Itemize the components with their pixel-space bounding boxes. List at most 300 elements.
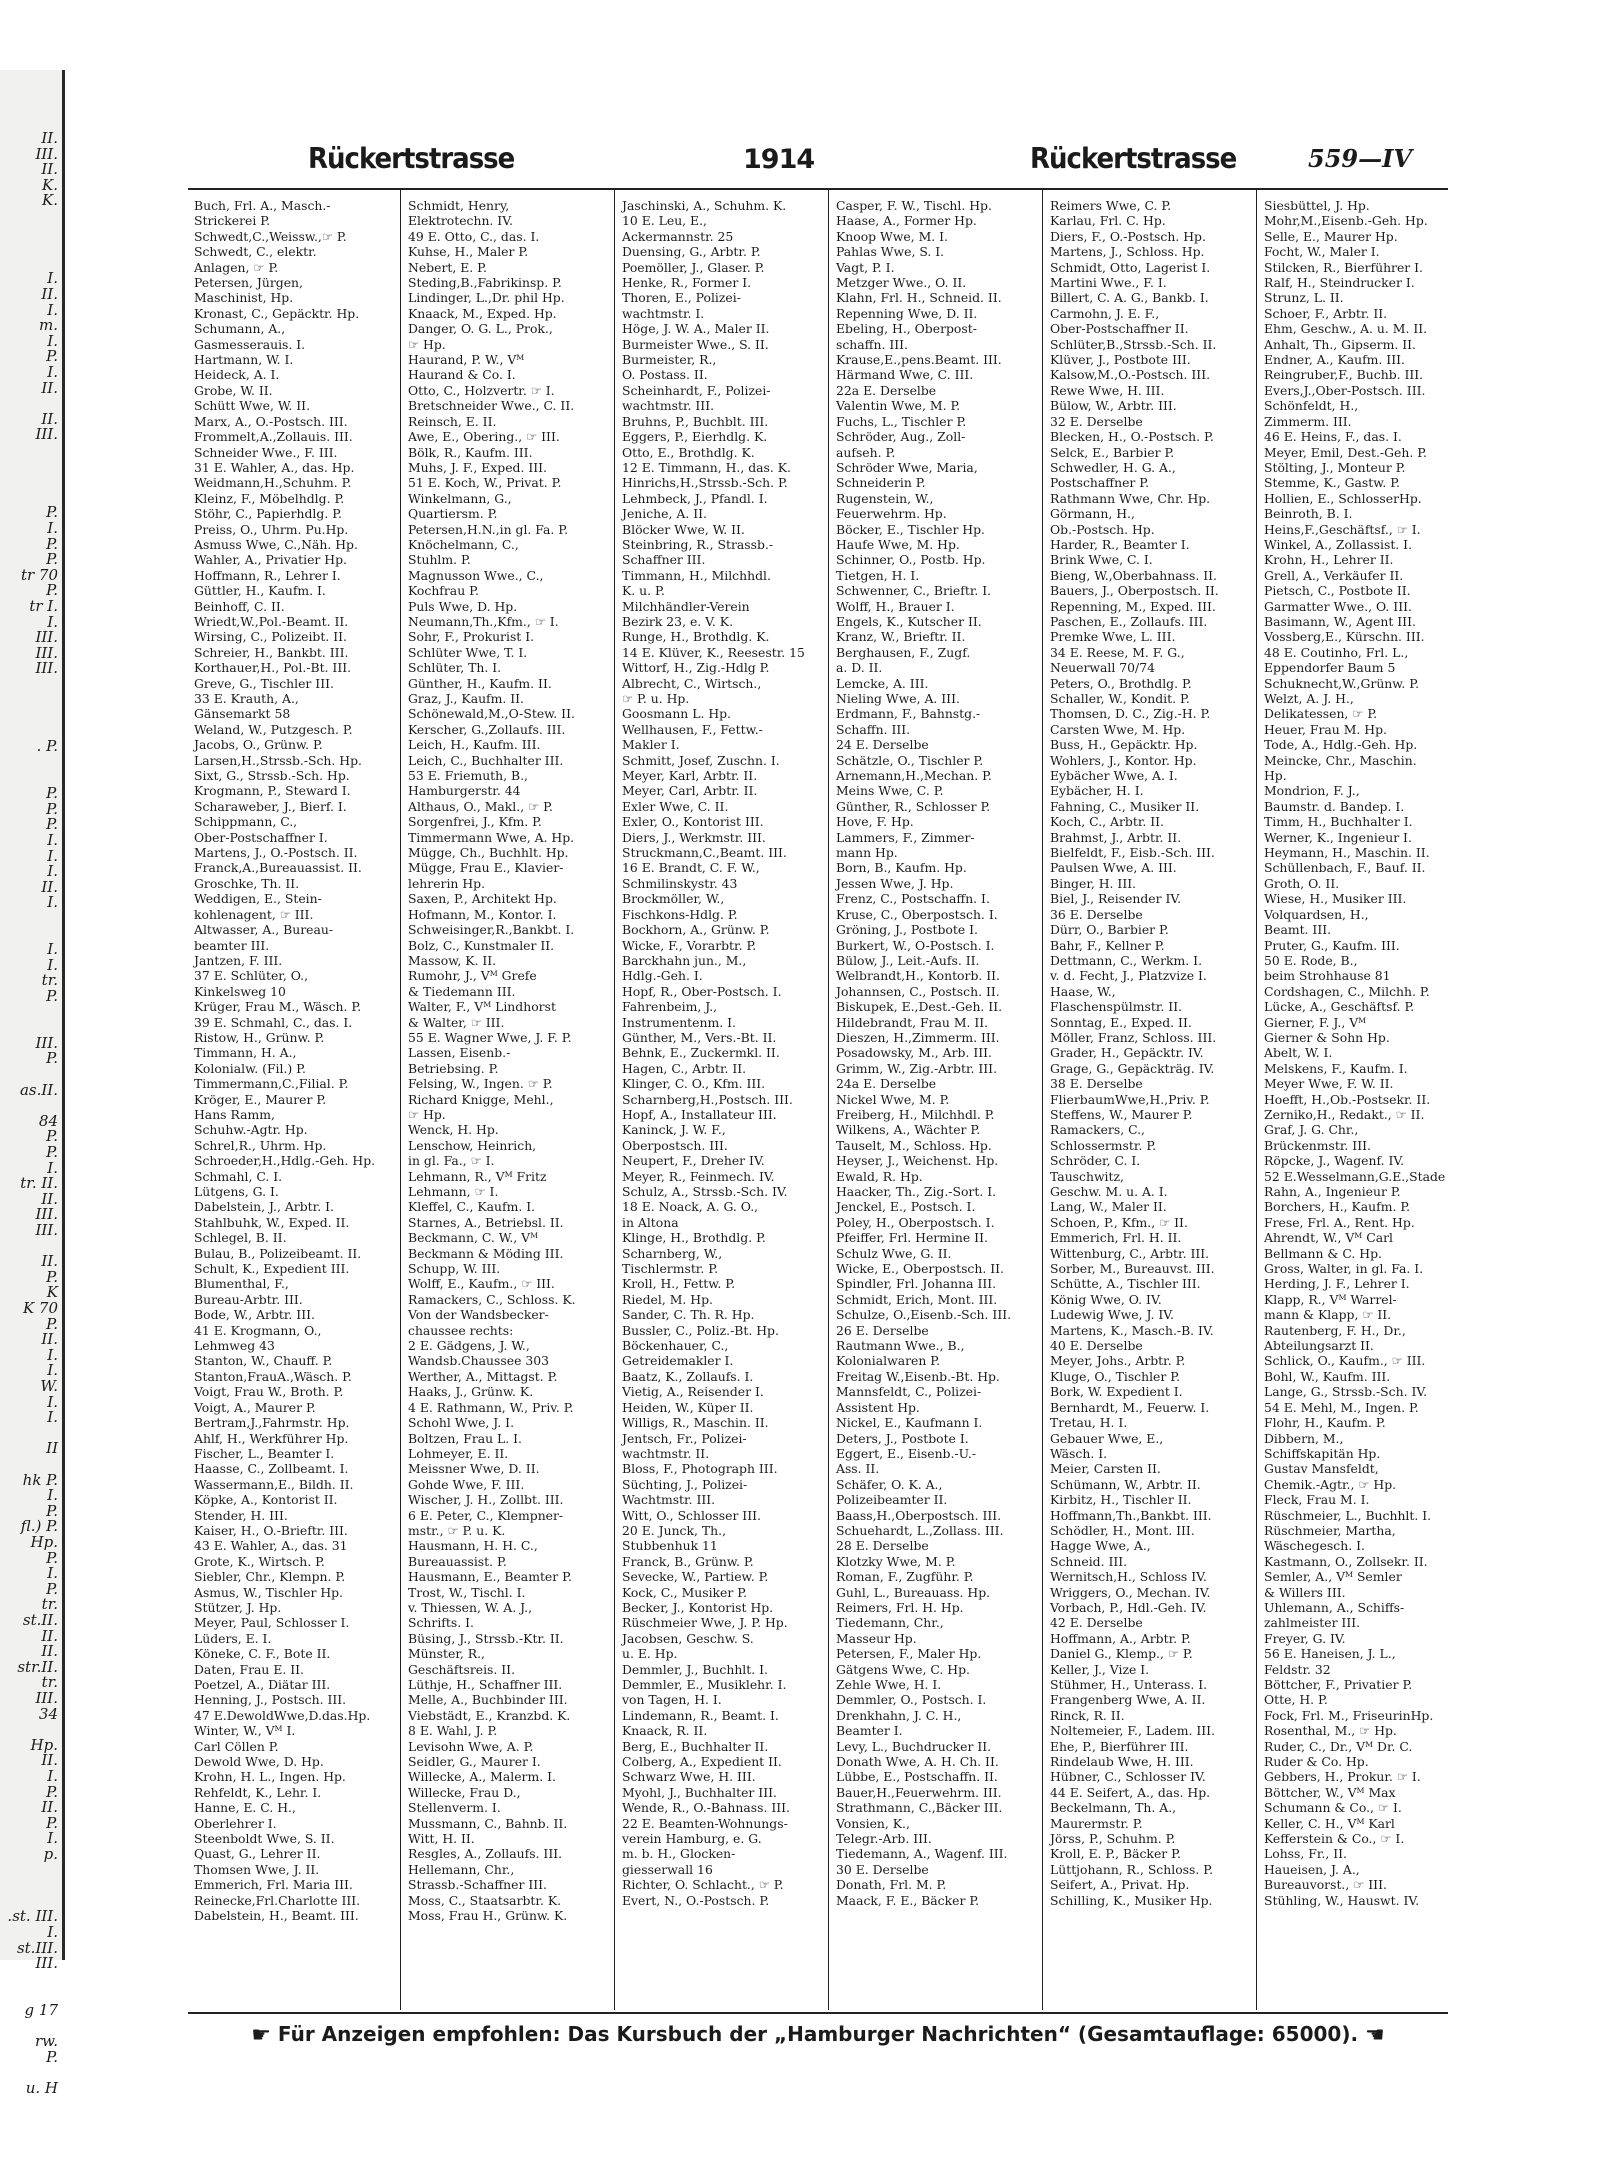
- directory-entry-line: Engels, K., Kutscher II.: [836, 613, 982, 629]
- directory-entry-line: Schödler, H., Mont. III.: [1050, 1522, 1195, 1538]
- directory-entry-line: Beinhoff, C. II.: [194, 598, 285, 614]
- directory-entry-line: wachtmstr. II.: [622, 1445, 710, 1461]
- previous-page-fragment: P.: [46, 2047, 58, 2066]
- directory-entry-line: Schroeder,H.,Hdlg.-Geh. Hp.: [194, 1153, 376, 1169]
- directory-entry-line: Tode, A., Hdlg.-Geh. Hp.: [1264, 737, 1418, 753]
- directory-entry-line: Schlick, O., Kaufm., ☞ III.: [1264, 1353, 1426, 1369]
- directory-entry-line: Schiffskapitän Hp.: [1264, 1445, 1381, 1461]
- directory-entry-line: Lang, W., Maler II.: [1050, 1199, 1167, 1215]
- previous-page-fragment: tr.: [41, 1673, 58, 1692]
- directory-entry-line: Colberg, A., Expedient II.: [622, 1754, 782, 1770]
- directory-entry-line: Wende, R., O.-Bahnass. III.: [622, 1800, 790, 1816]
- directory-entry-line: Eggers, P., Eierhdlg. K.: [622, 429, 768, 445]
- directory-entry-line: Grote, K., Wirtsch. P.: [194, 1553, 325, 1569]
- directory-entry-line: Sonntag, E., Exped. II.: [1050, 1014, 1192, 1030]
- directory-entry-line: Kroll, H., Fettw. P.: [622, 1276, 736, 1292]
- directory-entry-line: K. u. P.: [622, 583, 665, 599]
- directory-entry-line: Schmidt, Otto, Lagerist I.: [1050, 259, 1211, 275]
- previous-page-fragment: tr. II.: [20, 1174, 58, 1193]
- advertisement-footer: [188, 2022, 1448, 2058]
- directory-entry-line: Ober-Postschaffner II.: [1050, 321, 1189, 337]
- directory-entry-line: Hp.: [1264, 768, 1287, 784]
- directory-entry-line: Bellmann & C. Hp.: [1264, 1245, 1382, 1261]
- directory-entry-line: Otte, H. P.: [1264, 1692, 1328, 1708]
- directory-entry-line: Steding,B.,Fabrikinsp. P.: [408, 275, 562, 291]
- directory-entry-line: 2 E. Gädgens, J. W.,: [408, 1338, 530, 1354]
- directory-entry-line: Cordshagen, C., Milchh. P.: [1264, 983, 1430, 999]
- directory-entry-line: Starnes, A., Betriebsl. II.: [408, 1214, 564, 1230]
- directory-entry-line: Leich, H., Kaufm. III.: [408, 737, 541, 753]
- directory-entry-line: Pietsch, C., Postbote II.: [1264, 583, 1411, 599]
- directory-entry-line: Zerniko,H., Redakt., ☞ II.: [1264, 1106, 1425, 1122]
- directory-entry-line: Billert, C. A. G., Bankb. I.: [1050, 290, 1209, 306]
- directory-entry-line: Roman, F., Zugführ. P.: [836, 1569, 974, 1585]
- directory-entry-line: Krohn, H., Lehrer II.: [1264, 552, 1394, 568]
- directory-entry-line: Bruhns, P., Buchblt. III.: [622, 413, 769, 429]
- directory-entry-line: Repenning, M., Exped. III.: [1050, 598, 1216, 614]
- directory-entry-line: Winkel, A., Zollassist. I.: [1264, 536, 1413, 552]
- footer-text: Für Anzeigen empfohlen: Das Kursbuch der „Hamburger Nachrichten“ (Gesamtauflage: 65000).: [277, 2022, 1359, 2046]
- directory-entry-line: Kinkelsweg 10: [194, 983, 286, 999]
- directory-entry-line: Heymann, H., Maschin. II.: [1264, 845, 1430, 861]
- directory-entry-line: Lammers, F., Zimmer-: [836, 829, 975, 845]
- directory-entry-line: Eppendorfer Baum 5: [1264, 660, 1396, 676]
- previous-page-fragment: 84: [38, 1111, 58, 1130]
- directory-entry-line: 28 E. Derselbe: [836, 1538, 929, 1554]
- directory-entry-line: Demmler, J., Buchhlt. I.: [622, 1661, 768, 1677]
- directory-entry-line: kohlenagent, ☞ III.: [194, 906, 314, 922]
- directory-entry-line: Bahr, F., Kellner P.: [1050, 937, 1165, 953]
- directory-entry-line: Ralf, H., Steindrucker I.: [1264, 275, 1415, 291]
- previous-page-fragment: Hp.: [30, 1533, 58, 1551]
- directory-column-4: [836, 198, 1036, 2008]
- directory-entry-line: Schweisinger,R.,Bankbt. I.: [408, 922, 575, 938]
- directory-entry-line: 51 E. Koch, W., Privat. P.: [408, 475, 562, 491]
- previous-page-fragment: P.: [46, 799, 58, 818]
- previous-page-fragment: I.: [47, 1829, 58, 1848]
- directory-entry-line: Hoffmann,Th.,Bankbt. III.: [1050, 1507, 1212, 1523]
- directory-entry-line: König Wwe, O. IV.: [1050, 1291, 1162, 1307]
- directory-entry-line: Wachtmstr. III.: [622, 1492, 716, 1508]
- footer-rule: [188, 2012, 1448, 2014]
- previous-page-fragment: tr I.: [29, 597, 58, 615]
- previous-page-fragment: P.: [46, 815, 58, 834]
- directory-entry-line: Blöcker Wwe, W. II.: [622, 521, 745, 537]
- directory-entry-line: Hagge Wwe, A.,: [1050, 1538, 1151, 1554]
- directory-entry-line: Frenz, C., Postschaffn. I.: [836, 891, 990, 907]
- previous-page-fragment: I.: [47, 940, 58, 959]
- directory-entry-line: Süchting, J., Polizei-: [622, 1476, 748, 1492]
- directory-entry-line: Selck, E., Barbier P.: [1050, 444, 1175, 460]
- directory-entry-line: Hinrichs,H.,Strssb.-Sch. P.: [622, 475, 788, 491]
- directory-entry-line: Schönfeldt, H.,: [1264, 398, 1359, 414]
- directory-column-6: [1264, 198, 1460, 2008]
- directory-entry-line: Massow, K. II.: [408, 952, 497, 968]
- directory-entry-line: Gasmesserauis. I.: [194, 336, 306, 352]
- directory-entry-line: Bureauvorst., ☞ III.: [1264, 1877, 1387, 1893]
- directory-entry-line: Schröder Wwe, Maria,: [836, 459, 978, 475]
- directory-entry-line: Reinsch, E. II.: [408, 413, 497, 429]
- directory-entry-line: Kuhse, H., Maler P.: [408, 244, 529, 260]
- directory-entry-line: Hans Ramm,: [194, 1106, 275, 1122]
- directory-entry-line: Evers,J.,Ober-Postsch. III.: [1264, 382, 1426, 398]
- directory-entry-line: Winter, W., Vᴹ I.: [194, 1723, 296, 1739]
- directory-entry-line: Jenckel, E., Postsch. I.: [836, 1199, 976, 1215]
- directory-entry-line: Meins Wwe, C. P.: [836, 783, 944, 799]
- directory-entry-line: Böckenhauer, C.,: [622, 1338, 729, 1354]
- directory-entry-line: Evert, N., O.-Postsch. P.: [622, 1892, 770, 1908]
- directory-entry-line: Eybächer, H. I.: [1050, 783, 1144, 799]
- directory-entry-line: Hanne, E. C. H.,: [194, 1800, 296, 1816]
- directory-entry-line: Demmler, O., Postsch. I.: [836, 1692, 987, 1708]
- directory-entry-line: 12 E. Timmann, H., das. K.: [622, 459, 791, 475]
- directory-entry-line: Kleffel, C., Kaufm. I.: [408, 1199, 536, 1215]
- directory-entry-line: Rathmann Wwe, Chr. Hp.: [1050, 490, 1211, 506]
- directory-entry-line: Meyer, Paul, Schlosser I.: [194, 1615, 350, 1631]
- directory-entry-line: Lüthje, H., Schaffner III.: [408, 1677, 563, 1692]
- directory-entry-line: Schupp, W. III.: [408, 1261, 501, 1277]
- directory-entry-line: Mohr,M.,Eisenb.-Geh. Hp.: [1264, 213, 1428, 229]
- directory-entry-line: Bölk, R., Kaufm. III.: [408, 444, 533, 460]
- directory-entry-line: Tischlermstr. P.: [622, 1261, 719, 1277]
- directory-entry-line: Schmahl, C. I.: [194, 1168, 283, 1184]
- directory-entry-line: Von der Wandsbecker-: [408, 1307, 549, 1323]
- directory-entry-line: Wandsb.Chaussee 303: [408, 1353, 549, 1369]
- directory-entry-line: Bauer,H.,Feuerwehrm. III.: [836, 1784, 1002, 1800]
- previous-page-fragment: P.: [46, 503, 58, 522]
- directory-entry-line: 16 E. Brandt, C. F. W.,: [622, 860, 760, 876]
- directory-entry-line: Koch, C., Arbtr. II.: [1050, 814, 1164, 830]
- directory-entry-line: Meyer, Karl, Arbtr. II.: [622, 768, 758, 784]
- directory-entry-line: Repenning Wwe, D. II.: [836, 305, 978, 321]
- directory-entry-line: Brockmöller, W.,: [622, 891, 725, 907]
- directory-entry-line: Casper, F. W., Tischl. Hp.: [836, 198, 992, 213]
- directory-entry-line: Valentin Wwe, M. P.: [836, 398, 961, 414]
- directory-entry-line: Anlagen, ☞ P.: [194, 259, 279, 275]
- directory-entry-line: Wenck, H. Hp.: [408, 1122, 499, 1138]
- directory-entry-line: Wolff, H., Brauer I.: [836, 598, 955, 614]
- directory-entry-line: Günther, M., Vers.-Bt. II.: [622, 1029, 777, 1045]
- directory-entry-line: Bulau, B., Polizeibeamt. II.: [194, 1245, 362, 1261]
- directory-entry-line: Martens, J., Schloss. Hp.: [1050, 244, 1205, 260]
- directory-entry-line: Neumann,Th.,Kfm., ☞ I.: [408, 613, 559, 629]
- directory-entry-line: Pahlas Wwe, S. I.: [836, 244, 945, 260]
- directory-entry-line: Beamt. III.: [1264, 922, 1332, 938]
- directory-entry-line: Siebler, Chr., Klempn. P.: [194, 1569, 346, 1585]
- directory-entry-line: Heins,F.,Geschäftsf., ☞ I.: [1264, 521, 1421, 537]
- previous-page-fragment: II.: [41, 1626, 58, 1645]
- directory-entry-line: Binger, H. III.: [1050, 875, 1137, 891]
- previous-page-fragment: m.: [39, 316, 58, 335]
- directory-entry-line: Schütte, A., Tischler III.: [1050, 1276, 1201, 1292]
- directory-entry-line: Paulsen Wwe, A. III.: [1050, 860, 1177, 876]
- directory-entry-line: Makler I.: [622, 737, 680, 753]
- directory-entry-line: Drenkhahn, J. C. H.,: [836, 1707, 962, 1723]
- directory-entry-line: 52 E.Wesselmann,G.E.,Stade: [1264, 1168, 1446, 1184]
- directory-entry-line: Wohlers, J., Kontor. Hp.: [1050, 752, 1197, 768]
- previous-page-fragment: II: [46, 1439, 58, 1458]
- directory-entry-line: Grage, G., Gepäckträg. IV.: [1050, 1060, 1215, 1076]
- directory-entry-line: Henke, R., Former I.: [622, 275, 752, 291]
- directory-entry-line: Seidler, G., Maurer I.: [408, 1754, 541, 1770]
- directory-entry-line: Baatz, K., Zollaufs. I.: [622, 1368, 754, 1384]
- pointing-hand-left-icon: ☛: [251, 2023, 271, 2048]
- directory-entry-line: Schreier, H., Bankbt. III.: [194, 644, 349, 660]
- directory-entry-line: Schwedt, C., elektr.: [194, 244, 317, 260]
- directory-entry-line: Jessen Wwe, J. Hp.: [836, 875, 954, 891]
- directory-entry-line: Meissner Wwe, D. II.: [408, 1461, 540, 1477]
- previous-page-fragment: st.III.: [16, 1938, 58, 1957]
- directory-entry-line: Milchhändler-Verein: [622, 598, 750, 614]
- directory-entry-line: Köneke, C. F., Bote II.: [194, 1646, 331, 1662]
- directory-entry-line: ☞ Hp.: [408, 1106, 446, 1122]
- directory-entry-line: Ewald, R. Hp.: [836, 1168, 923, 1184]
- directory-entry-line: Haase, A., Former Hp.: [836, 213, 977, 229]
- previous-page-fragment: P.: [46, 1813, 58, 1832]
- previous-page-fragment: st.II.: [22, 1611, 58, 1629]
- directory-entry-line: Kleinz, F., Möbelhdlg. P.: [194, 490, 345, 506]
- previous-page-fragment: I.: [47, 1361, 58, 1380]
- directory-entry-line: 55 E. Wagner Wwe, J. F. P.: [408, 1029, 572, 1045]
- directory-entry-line: Heuer, Frau M. Hp.: [1264, 721, 1387, 737]
- directory-entry-line: Schlüter, Th. I.: [408, 660, 502, 676]
- directory-entry-line: Garmatter Wwe., O. III.: [1264, 598, 1412, 614]
- previous-page-fragment: 34: [38, 1704, 58, 1723]
- directory-entry-line: Weddigen, E., Stein-: [194, 891, 322, 907]
- directory-entry-line: Schulz Wwe, G. II.: [836, 1245, 952, 1261]
- directory-entry-line: Rindelaub Wwe, H. III.: [1050, 1754, 1194, 1770]
- directory-entry-line: Knaack, R. II.: [622, 1723, 708, 1739]
- directory-entry-line: Voigt, A., Maurer P.: [194, 1399, 316, 1415]
- previous-page-fragment: II.: [41, 1642, 58, 1661]
- directory-entry-line: Sorber, M., Bureauvst. III.: [1050, 1261, 1215, 1277]
- directory-entry-line: Assistent Hp.: [836, 1399, 920, 1415]
- directory-entry-line: Steinbring, R., Strassb.-: [622, 536, 774, 552]
- directory-entry-line: Meyer, R., Feinmech. IV.: [622, 1168, 775, 1184]
- previous-page-fragment: III.: [35, 1954, 58, 1973]
- directory-entry-line: Zimmerm. III.: [1264, 413, 1352, 429]
- previous-page-fragment: III.: [35, 1033, 58, 1052]
- directory-entry-line: chaussee rechts:: [408, 1322, 514, 1338]
- directory-entry-line: Rautenberg, F. H., Dr.,: [1264, 1322, 1406, 1338]
- directory-entry-line: Grell, A., Verkäufer II.: [1264, 567, 1404, 583]
- directory-entry-line: Rewe Wwe, H. III.: [1050, 382, 1165, 398]
- previous-page-fragment: I.: [47, 1486, 58, 1505]
- directory-entry-line: Hoefft, H.,Ob.-Postsekr. II.: [1264, 1091, 1431, 1107]
- directory-entry-line: Krogmann, P., Steward I.: [194, 783, 351, 799]
- directory-entry-line: mann & Klapp, ☞ II.: [1264, 1307, 1392, 1323]
- directory-column-3: [622, 198, 822, 2008]
- directory-entry-line: Zehle Wwe, H. I.: [836, 1677, 942, 1692]
- directory-entry-line: Burmeister, R.,: [622, 352, 717, 368]
- directory-entry-line: 22 E. Beamten-Wohnungs-: [622, 1815, 788, 1831]
- previous-page-fragment: P.: [46, 550, 58, 569]
- directory-entry-line: Grobe, W. II.: [194, 382, 273, 398]
- directory-entry-line: Ebeling, H., Oberpost-: [836, 321, 977, 337]
- directory-entry-line: Ob.-Postsch. Hp.: [1050, 521, 1155, 537]
- directory-entry-line: Leich, C., Buchhalter III.: [408, 752, 564, 768]
- directory-entry-line: beamter III.: [194, 937, 270, 953]
- pointing-hand-right-icon: ☚: [1365, 2023, 1385, 2048]
- directory-entry-line: Groth, O. II.: [1264, 875, 1340, 891]
- directory-entry-line: Reimers, Frl. H. Hp.: [836, 1599, 964, 1615]
- directory-column-1: [194, 198, 394, 2008]
- header-year: 1914: [743, 144, 815, 175]
- directory-entry-line: Metzger Wwe., O. II.: [836, 275, 967, 291]
- directory-entry-line: Haase, W.,: [1050, 983, 1116, 999]
- directory-entry-line: Kroll, E. P., Bäcker P.: [1050, 1846, 1181, 1862]
- directory-entry-line: Schwedler, H. G. A.,: [1050, 459, 1176, 475]
- directory-entry-line: Willecke, A., Malerm. I.: [408, 1769, 556, 1785]
- directory-entry-line: Wäsch. I.: [1050, 1445, 1108, 1461]
- directory-entry-line: Struckmann,C.,Beamt. III.: [622, 845, 787, 861]
- directory-entry-line: Hollien, E., SchlosserHp.: [1264, 490, 1422, 506]
- directory-entry-line: Bohl, W., Kaufm. III.: [1264, 1368, 1391, 1384]
- previous-page-fragment: II.: [41, 1798, 58, 1817]
- directory-entry-line: Wittorf, H., Zig.-Hdlg P.: [622, 660, 770, 676]
- directory-entry-line: 49 E. Otto, C., das. I.: [408, 228, 540, 244]
- directory-entry-line: Schlüter Wwe, T. I.: [408, 644, 528, 660]
- directory-entry-line: Carmohn, J. E. F.,: [1050, 305, 1160, 321]
- directory-entry-line: Knoop Wwe, M. I.: [836, 228, 948, 244]
- directory-entry-line: Feldstr. 32: [1264, 1661, 1331, 1677]
- directory-entry-line: Tiedemann, A., Wagenf. III.: [836, 1846, 1008, 1862]
- previous-page-edge: [0, 70, 65, 2097]
- directory-entry-line: Bülow, W., Arbtr. III.: [1050, 398, 1177, 414]
- directory-entry-line: 34 E. Reese, M. F. G.,: [1050, 644, 1185, 660]
- previous-page-fragment: I.: [47, 612, 58, 631]
- directory-entry-line: Kranz, W., Brieftr. II.: [836, 629, 966, 645]
- directory-entry-line: Myohl, J., Buchhalter III.: [622, 1784, 777, 1800]
- previous-page-fragment: g 17: [24, 2001, 58, 2019]
- directory-entry-line: Posadowsky, M., Arb. III.: [836, 1045, 992, 1061]
- directory-entry-line: Stanton, W., Chauff. P.: [194, 1353, 333, 1369]
- directory-entry-line: Stemme, K., Gastw. P.: [1264, 475, 1400, 491]
- directory-entry-line: Lohss, Fr., II.: [1264, 1846, 1347, 1862]
- directory-entry-line: Wirsing, C., Polizeibt. II.: [194, 629, 347, 645]
- directory-entry-line: Freyer, G. IV.: [1264, 1630, 1346, 1646]
- directory-entry-line: Franck, B., Grünw. P.: [622, 1553, 754, 1569]
- directory-entry-line: Brink Wwe, C. I.: [1050, 552, 1153, 568]
- directory-entry-line: Fahrenbeim, J.,: [622, 999, 718, 1015]
- directory-entry-line: Beinroth, B. I.: [1264, 506, 1353, 522]
- directory-entry-line: Brahmst, J., Arbtr. II.: [1050, 829, 1182, 845]
- directory-entry-line: Schwedt,C.,Weissw.,☞ P.: [194, 228, 347, 244]
- directory-entry-line: Jeniche, A. II.: [622, 506, 707, 522]
- directory-entry-line: 4 E. Rathmann, W., Priv. P.: [408, 1399, 574, 1415]
- directory-entry-line: Hopf, R., Ober-Postsch. I.: [622, 983, 782, 999]
- directory-entry-line: Scheinhardt, F., Polizei-: [622, 382, 771, 398]
- directory-entry-line: Scharaweber, J., Bierf. I.: [194, 798, 347, 814]
- directory-entry-line: Quartiersm. P.: [408, 506, 498, 522]
- directory-column-2: [408, 198, 608, 2008]
- directory-entry-line: Bureauassist. P.: [408, 1553, 507, 1569]
- header-page-number: 559—IV: [1308, 144, 1412, 173]
- directory-entry-line: Bernhardt, M., Feuerw. I.: [1050, 1399, 1210, 1415]
- directory-entry-line: Nieling Wwe, A. III.: [836, 691, 960, 706]
- directory-entry-line: Klinger, C. O., Kfm. III.: [622, 1076, 766, 1092]
- previous-page-fragment: II.: [41, 1751, 58, 1770]
- previous-page-fragment: II.: [41, 378, 58, 397]
- directory-entry-line: Wittenburg, C., Arbtr. III.: [1050, 1245, 1210, 1261]
- directory-entry-line: Petersen,H.N.,in gl. Fa. P.: [408, 521, 569, 537]
- directory-entry-line: Nebert, E. P.: [408, 259, 487, 275]
- directory-entry-line: Möller, Franz, Schloss. III.: [1050, 1029, 1217, 1045]
- previous-page-fragment: str.II.: [17, 1657, 58, 1676]
- directory-entry-line: Hopf, A., Installateur III.: [622, 1106, 777, 1122]
- previous-page-fragment: P.: [46, 1782, 58, 1801]
- directory-entry-line: verein Hamburg, e. G.: [622, 1831, 762, 1847]
- directory-entry-line: Bieng, W.,Oberbahnass. II.: [1050, 567, 1217, 583]
- directory-entry-line: Kaiser, H., O.-Brieftr. III.: [194, 1522, 348, 1538]
- directory-entry-line: Klapp, R., Vᴹ Warrel-: [1264, 1291, 1397, 1307]
- directory-entry-line: zahlmeister III.: [1264, 1615, 1361, 1631]
- previous-page-fragment: P.: [46, 1267, 58, 1286]
- directory-entry-line: schaffn. III.: [836, 336, 908, 352]
- directory-entry-line: Wellhausen, F., Fettw.-: [622, 721, 763, 737]
- directory-entry-line: Dürr, O., Barbier P.: [1050, 922, 1169, 938]
- directory-entry-line: Hoffmann, A., Arbtr. P.: [1050, 1630, 1191, 1646]
- previous-page-fragment: .st. III.: [7, 1907, 58, 1926]
- previous-page-fragment: III.: [35, 659, 58, 678]
- directory-entry-line: 53 E. Friemuth, B.,: [408, 768, 528, 784]
- previous-page-fragment: P.: [46, 1049, 58, 1068]
- directory-entry-line: Lenschow, Heinrich,: [408, 1137, 537, 1153]
- directory-entry-line: Stilcken, R., Bierführer I.: [1264, 259, 1423, 275]
- directory-entry-line: Gross, Walter, in gl. Fa. I.: [1264, 1261, 1424, 1277]
- directory-entry-line: Abteilungsarzt II.: [1264, 1338, 1374, 1354]
- directory-entry-line: Hoffmann, R., Lehrer I.: [194, 567, 341, 583]
- previous-page-fragment: I.: [47, 363, 58, 381]
- previous-page-fragment: K: [46, 1283, 58, 1302]
- directory-entry-line: Böttcher, F., Privatier P.: [1264, 1677, 1413, 1692]
- directory-entry-line: Betriebsing. P.: [408, 1060, 499, 1076]
- directory-entry-line: Korthauer,H., Pol.-Bt. III.: [194, 660, 352, 676]
- directory-entry-line: Bauers, J., Oberpostsch. II.: [1050, 583, 1219, 599]
- directory-entry-line: Dibbern, M.,: [1264, 1430, 1344, 1446]
- directory-entry-line: Werner, K., Ingenieur I.: [1264, 829, 1412, 845]
- directory-entry-line: Timmermann,C.,Filial. P.: [194, 1076, 349, 1092]
- running-header: [188, 144, 1428, 184]
- directory-entry-line: Schaffner III.: [622, 552, 706, 568]
- directory-entry-line: ☞ P. u. Hp.: [622, 691, 690, 706]
- directory-entry-line: Rahn, A., Ingenieur P.: [1264, 1184, 1401, 1199]
- directory-entry-line: Tiedemann, Chr.,: [836, 1615, 944, 1631]
- previous-page-fragment: III.: [35, 1689, 58, 1707]
- directory-entry-line: u. E. Hp.: [622, 1646, 678, 1662]
- directory-entry-line: Fock, Frl. M., FriseurinHp.: [1264, 1707, 1434, 1723]
- directory-entry-line: Thomsen, D. C., Zig.-H. P.: [1050, 706, 1211, 722]
- directory-entry-line: Vagt, P. I.: [836, 259, 895, 275]
- previous-page-fragment: I.: [47, 955, 58, 974]
- directory-entry-line: Vonsien, K.,: [836, 1815, 910, 1831]
- directory-entry-line: Heyser, J., Weichenst. Hp.: [836, 1153, 999, 1169]
- directory-entry-line: Vossberg,E., Kürschn. III.: [1264, 629, 1425, 645]
- directory-entry-line: Wassermann,E., Bildh. II.: [194, 1476, 354, 1492]
- directory-entry-line: Fahning, C., Musiker II.: [1050, 798, 1200, 814]
- directory-entry-line: Meyer Wwe, F. W. II.: [1264, 1076, 1394, 1092]
- directory-entry-line: Reimers Wwe, C. P.: [1050, 198, 1172, 213]
- directory-entry-line: Wäschegesch. I.: [1264, 1538, 1365, 1554]
- directory-entry-line: Eggert, E., Eisenb.-U.-: [836, 1445, 977, 1461]
- directory-entry-line: wachtmstr. I.: [622, 305, 705, 321]
- directory-entry-line: Kastmann, O., Zollsekr. II.: [1264, 1553, 1428, 1569]
- directory-entry-line: Haurand & Co. I.: [408, 367, 516, 383]
- directory-entry-line: Hübner, C., Schlosser IV.: [1050, 1769, 1206, 1785]
- directory-entry-line: Graz, J., Kaufm. II.: [408, 691, 524, 706]
- directory-entry-line: Levy, L., Buchdrucker II.: [836, 1738, 992, 1754]
- directory-entry-line: Jaschinski, A., Schuhm. K.: [622, 198, 787, 213]
